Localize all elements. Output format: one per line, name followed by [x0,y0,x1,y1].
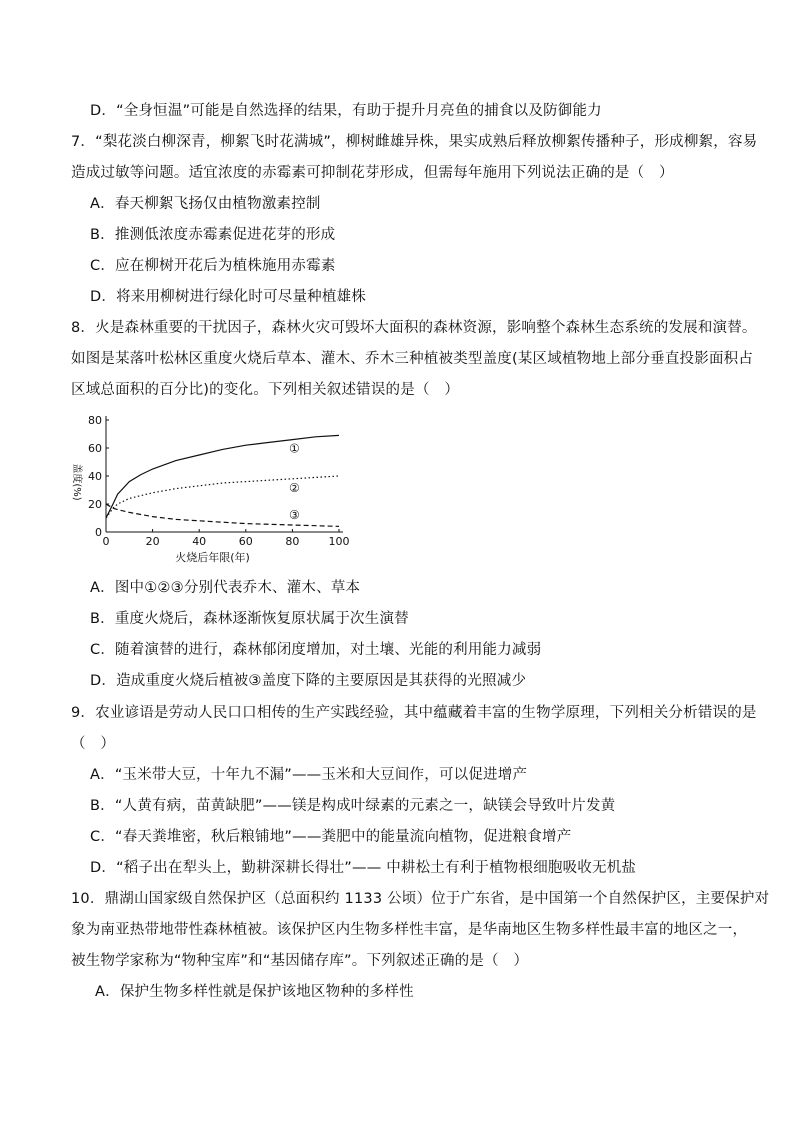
series-label-2: ② [289,480,300,495]
x-tick-label: 0 [102,535,110,548]
q8-option-c: C．随着演替的进行，森林郁闭度增加，对土壤、光能的利用能力减弱 [90,642,542,658]
series-label-3: ③ [289,508,300,522]
q8-stem-line1: 8．火是森林重要的干扰因子，森林火灾可毁坏大面积的森林资源，影响整个森林生态系统的发展和演替。 [71,320,757,336]
q7-option-a: A．春天柳絮飞扬仅由植物激素控制 [90,196,321,212]
q8-option-b: B．重度火烧后，森林逐渐恢复原状属于次生演替 [90,611,409,627]
q10-stem-line2: 象为南亚热带地带性森林植被。该保护区内生物多样性丰富，是华南地区生物多样性最丰富的地区之一， [71,922,748,938]
x-tick-label: 100 [328,535,350,548]
x-tick-label: 80 [285,535,300,548]
q9-option-b: B．“人黄有病，苗黄缺肥”——镁是构成叶绿素的元素之一，缺镁会导致叶片发黄 [90,798,616,814]
y-tick-label: 0 [95,526,102,539]
x-tick-label: 60 [238,535,253,548]
q7-option-d: D．将来用柳树进行绿化时可尽量种植雄株 [90,289,366,305]
q10-stem-line1: 10．鼎湖山国家级自然保护区（总面积约 1133 公顷）位于广东省，是中国第一个自然保护区，主要保护对 [71,891,770,907]
q8-option-a: A．图中①②③分别代表乔木、灌木、草本 [90,580,361,596]
q9-stem-line2: （ ） [71,736,116,752]
q7-stem-line2: 造成过敏等问题。适宜浓度的赤霉素可抑制花芽形成，但需每年施用下列说法正确的是（ ） [71,165,674,181]
q8-stem-line3: 区域总面积的百分比)的变化。下列相关叙述错误的是（ ） [71,382,460,398]
series-line-2 [106,476,339,518]
x-axis-label: 火烧后年限(年) [175,551,250,564]
q9-option-d: D．“稻子出在犁头上，勤耕深耕长得壮”—— 中耕松土有利于植物根细胞吸收无机盐 [90,860,637,876]
q6-option-d: D．“全身恒温”可能是自然选择的结果，有助于提升月亮鱼的捕食以及防御能力 [90,103,602,119]
q9-option-c: C．“春天粪堆密，秋后粮铺地”——粪肥中的能量流向植物，促进粮食增产 [90,829,572,845]
x-tick-label: 40 [192,535,207,548]
x-tick-label: 20 [145,535,160,548]
q7-option-c: C．应在柳树开花后为植株施用赤霉素 [90,258,336,274]
y-tick-label: 60 [88,442,102,455]
y-tick-label: 80 [88,414,102,427]
y-axis-label: 盖度(%) [71,463,82,501]
series-line-1 [106,435,339,518]
q9-option-a: A．“玉米带大豆，十年九不漏”——玉米和大豆间作，可以促进增产 [90,767,528,783]
q8-option-d: D．造成重度火烧后植被③盖度下降的主要原因是其获得的光照减少 [90,673,527,689]
q9-stem-line1: 9．农业谚语是劳动人民口口相传的生产实践经验，其中蕴藏着丰富的生物学原理，下列相关分析错误的是 [71,705,757,721]
q10-stem-line3: 被生物学家称为“物种宝库”和“基因储存库”。下列叙述正确的是（ ） [71,953,529,969]
q7-option-b: B．推测低浓度赤霉素促进花芽的形成 [90,227,336,243]
y-tick-label: 40 [88,470,102,483]
q10-option-a: A．保护生物多样性就是保护该地区物种的多样性 [95,984,414,1000]
cover-chart [60,408,360,568]
series-line-3 [106,504,339,526]
chart-series [106,435,339,526]
q7-stem-line1: 7．“梨花淡白柳深青，柳絮飞时花满城”，柳树雌雄异株，果实成熟后释放柳絮传播种子，形成柳絮，容易 [71,134,758,150]
chart-labels [71,414,350,564]
q8-stem-line2: 如图是某落叶松林区重度火烧后草本、灌木、乔木三种植被类型盖度(某区域植物地上部分垂直投影面积占 [71,351,754,367]
y-tick-label: 20 [88,498,102,511]
series-label-1: ① [289,441,300,456]
